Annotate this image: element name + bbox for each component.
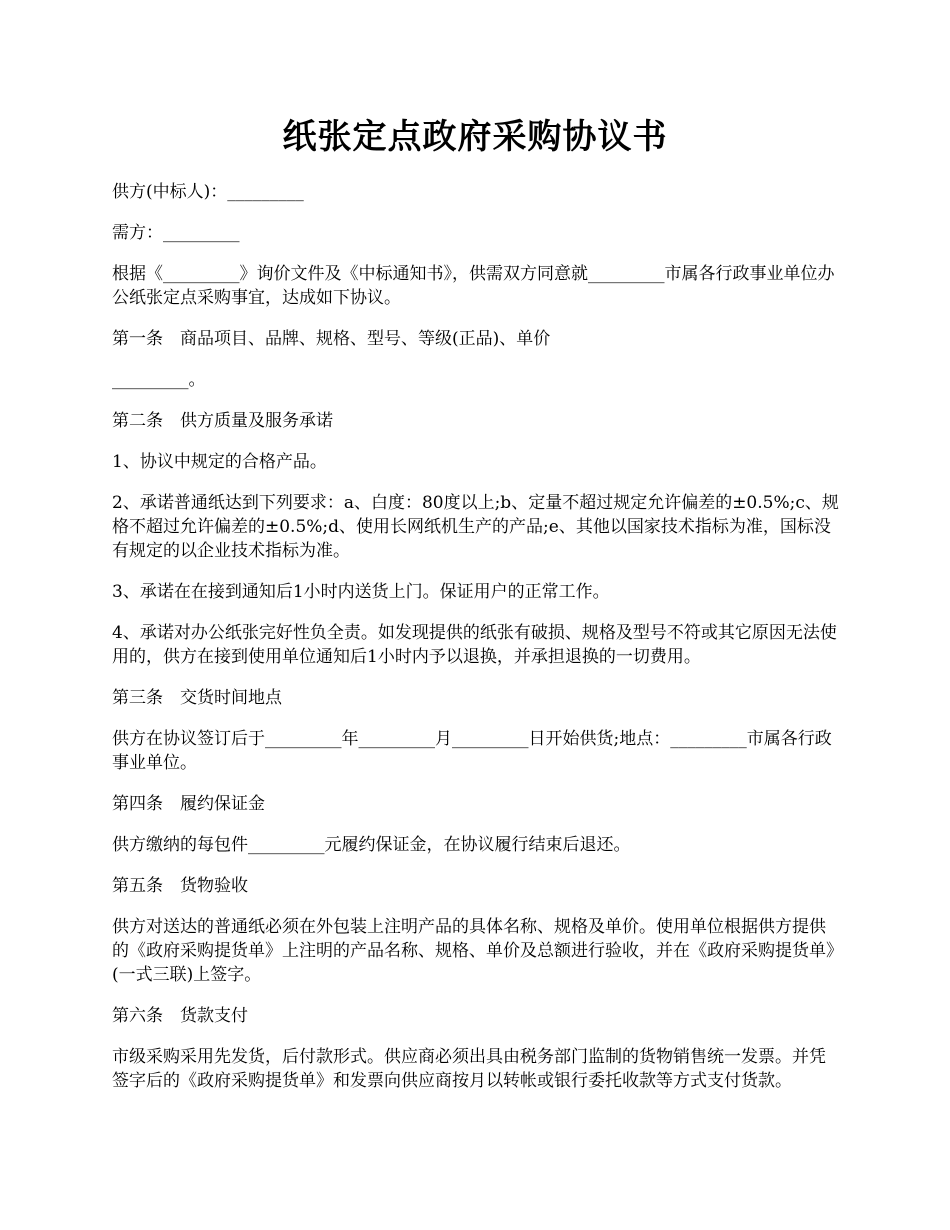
article-3-heading: 第三条 交货时间地点 (112, 688, 282, 708)
article-2-heading: 第二条 供方质量及服务承诺 (112, 411, 333, 431)
article-5-heading: 第五条 货物验收 (112, 876, 248, 896)
article-6-heading: 第六条 货款支付 (112, 1006, 248, 1026)
article-2-item-4: 4、承诺对办公纸张完好性负全责。如发现提供的纸张有破损、规格及型号不符或其它原因无法使用的，供方在接到使用单位通知后1小时内予以退换，并承担退换的一切费用。 (112, 623, 837, 667)
preamble-paragraph: 根据《_________》询价文件及《中标通知书》，供需双方同意就_________市属各行政事业单位办公纸张定点采购事宜，达成如下协议。 (112, 264, 835, 308)
article-2-item-1: 1、协议中规定的合格产品。 (112, 452, 327, 472)
article-2-item-3: 3、承诺在在接到通知后1小时内送货上门。保证用户的正常工作。 (112, 582, 610, 602)
article-1-blank: _________。 (112, 370, 206, 390)
article-6-paragraph: 市级采购采用先发货，后付款形式。供应商必须出具由税务部门监制的货物销售统一发票。并凭签字后的《政府采购提货单》和发票向供应商按月以转帐或银行委托收款等方式支付货款。 (112, 1047, 826, 1091)
document-title: 纸张定点政府采购协议书 (282, 117, 668, 157)
buyer-line: 需方：_________ (112, 223, 240, 243)
article-4-paragraph: 供方缴纳的每包件_________元履约保证金，在协议履行结束后退还。 (112, 835, 631, 855)
article-2-item-2: 2、承诺普通纸达到下列要求：a、白度：80度以上;b、定量不超过规定允许偏差的±0.5%;c、规格不超过允许偏差的±0.5%;d、使用长网纸机生产的产品;e、其他以国家技术指标为准，国标没有规定的以企业技术指标为准。 (112, 493, 839, 561)
supplier-line: 供方(中标人)：_________ (112, 182, 304, 202)
article-5-paragraph: 供方对送达的普通纸必须在外包装上注明产品的具体名称、规格及单价。使用单位根据供方提供的《政府采购提货单》上注明的产品名称、规格、单价及总额进行验收，并在《政府采购提货单》(一式三联)上签字。 (112, 917, 835, 985)
article-1-heading: 第一条 商品项目、品牌、规格、型号、等级(正品)、单价 (112, 329, 551, 349)
article-4-heading: 第四条 履约保证金 (112, 794, 265, 814)
document-body (112, 180, 842, 1110)
article-3-paragraph: 供方在协议签订后于_________年_________月_________日开始供货;地点：_________市属各行政事业单位。 (112, 729, 832, 773)
